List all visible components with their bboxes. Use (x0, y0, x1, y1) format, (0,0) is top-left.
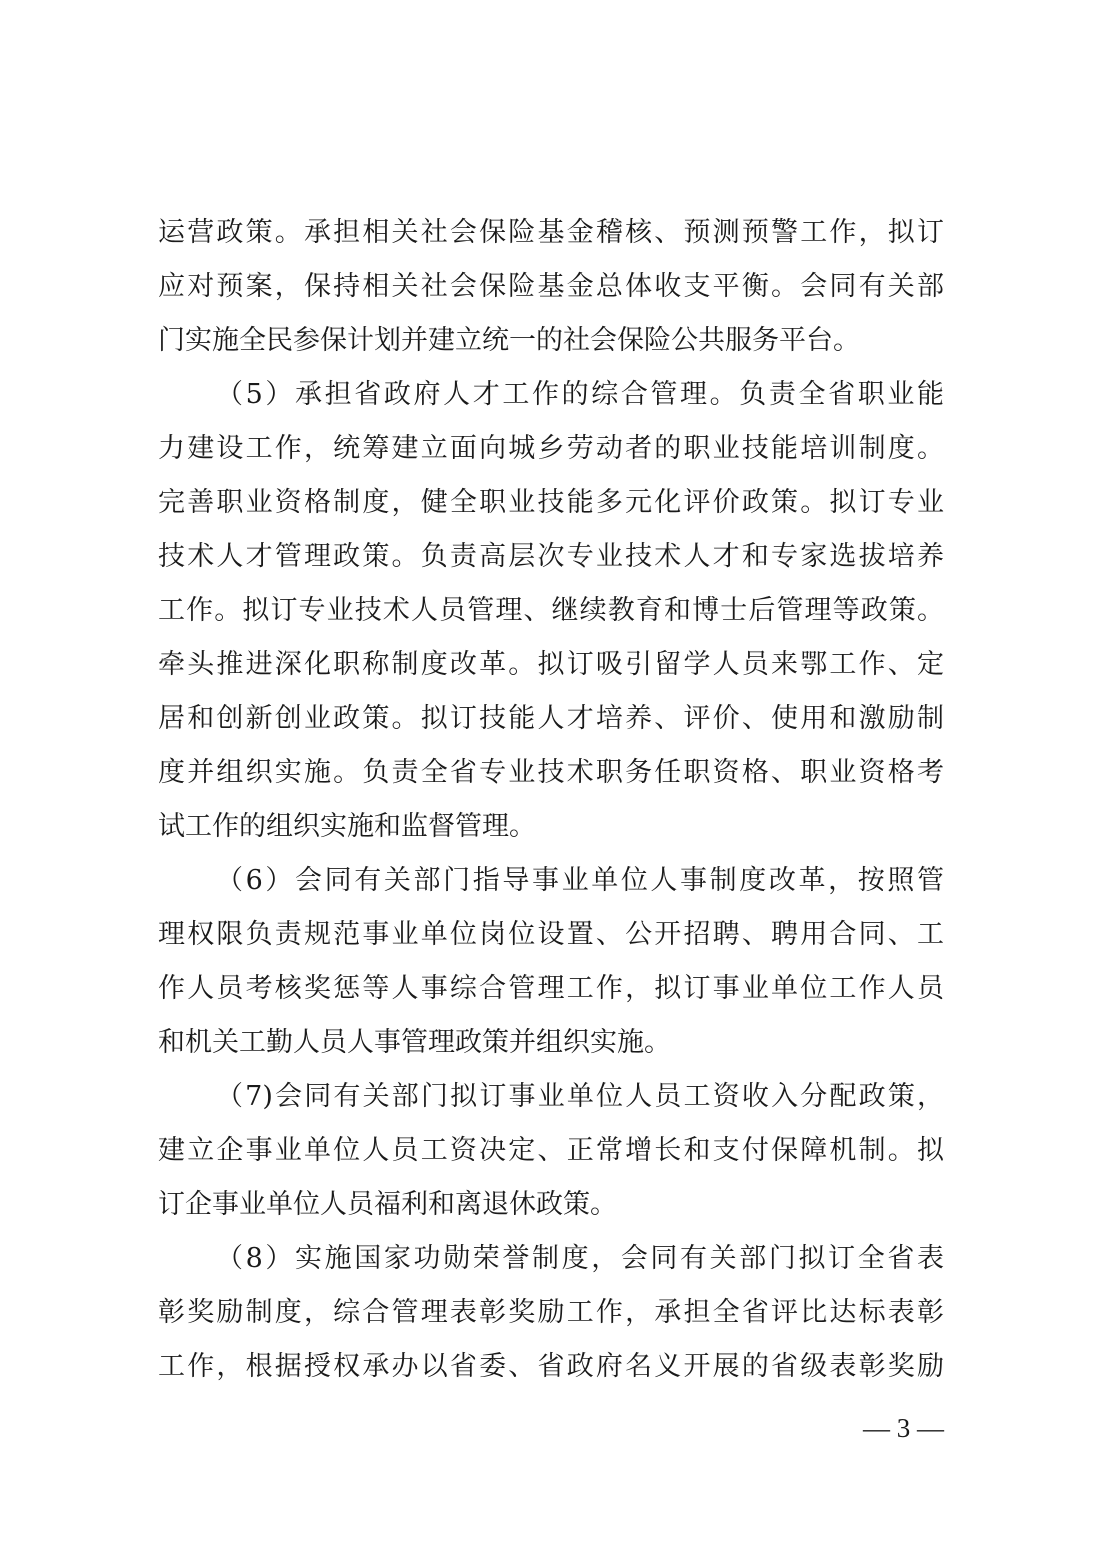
text-line: 运营政策。承担相关社会保险基金稽核、预测预警工作，拟订 (158, 217, 944, 248)
text-line: 居和创新创业政策。拟订技能人才培养、评价、使用和激励制 (158, 703, 944, 734)
text-line: 力建设工作，统筹建立面向城乡劳动者的职业技能培训制度。 (158, 433, 944, 464)
paragraph-item-7 (158, 1070, 944, 1232)
text-line: 作人员考核奖惩等人事综合管理工作，拟订事业单位工作人员 (158, 973, 944, 1004)
text-line: 和机关工勤人员人事管理政策并组织实施。 (158, 1027, 671, 1058)
text-line: （7)会同有关部门拟订事业单位人员工资收入分配政策， (216, 1081, 944, 1112)
text-line: （5）承担省政府人才工作的综合管理。负责全省职业能 (216, 379, 944, 410)
text-line: 工作，根据授权承办以省委、省政府名义开展的省级表彰奖励 (158, 1351, 944, 1382)
text-line: 建立企事业单位人员工资决定、正常增长和支付保障机制。拟 (158, 1135, 944, 1166)
text-line: 试工作的组织实施和监督管理。 (158, 811, 536, 842)
paragraph-item-6 (158, 854, 944, 1070)
text-line: 度并组织实施。负责全省专业技术职务任职资格、职业资格考 (158, 757, 944, 788)
text-line: 订企事业单位人员福利和离退休政策。 (158, 1189, 617, 1220)
text-line: 牵头推进深化职称制度改革。拟订吸引留学人员来鄂工作、定 (158, 649, 944, 680)
paragraph-item-8 (158, 1232, 944, 1394)
text-line: （8）实施国家功勋荣誉制度，会同有关部门拟订全省表 (216, 1243, 944, 1274)
text-line: 彰奖励制度，综合管理表彰奖励工作，承担全省评比达标表彰 (158, 1297, 944, 1328)
text-line: 完善职业资格制度，健全职业技能多元化评价政策。拟订专业 (158, 487, 944, 518)
text-line: 工作。拟订专业技术人员管理、继续教育和博士后管理等政策。 (158, 595, 944, 626)
text-line: 门实施全民参保计划并建立统一的社会保险公共服务平台。 (158, 325, 860, 356)
text-line: 应对预案，保持相关社会保险基金总体收支平衡。会同有关部 (158, 271, 944, 302)
paragraph-item-5 (158, 368, 944, 854)
text-line: 理权限负责规范事业单位岗位设置、公开招聘、聘用合同、工 (158, 919, 944, 950)
text-line: （6）会同有关部门指导事业单位人事制度改革，按照管 (216, 865, 944, 896)
paragraph-continuation (158, 206, 944, 368)
document-body (158, 206, 944, 1394)
text-line: 技术人才管理政策。负责高层次专业技术人才和专家选拔培养 (158, 541, 944, 572)
page-number: — 3 — (863, 1413, 944, 1443)
